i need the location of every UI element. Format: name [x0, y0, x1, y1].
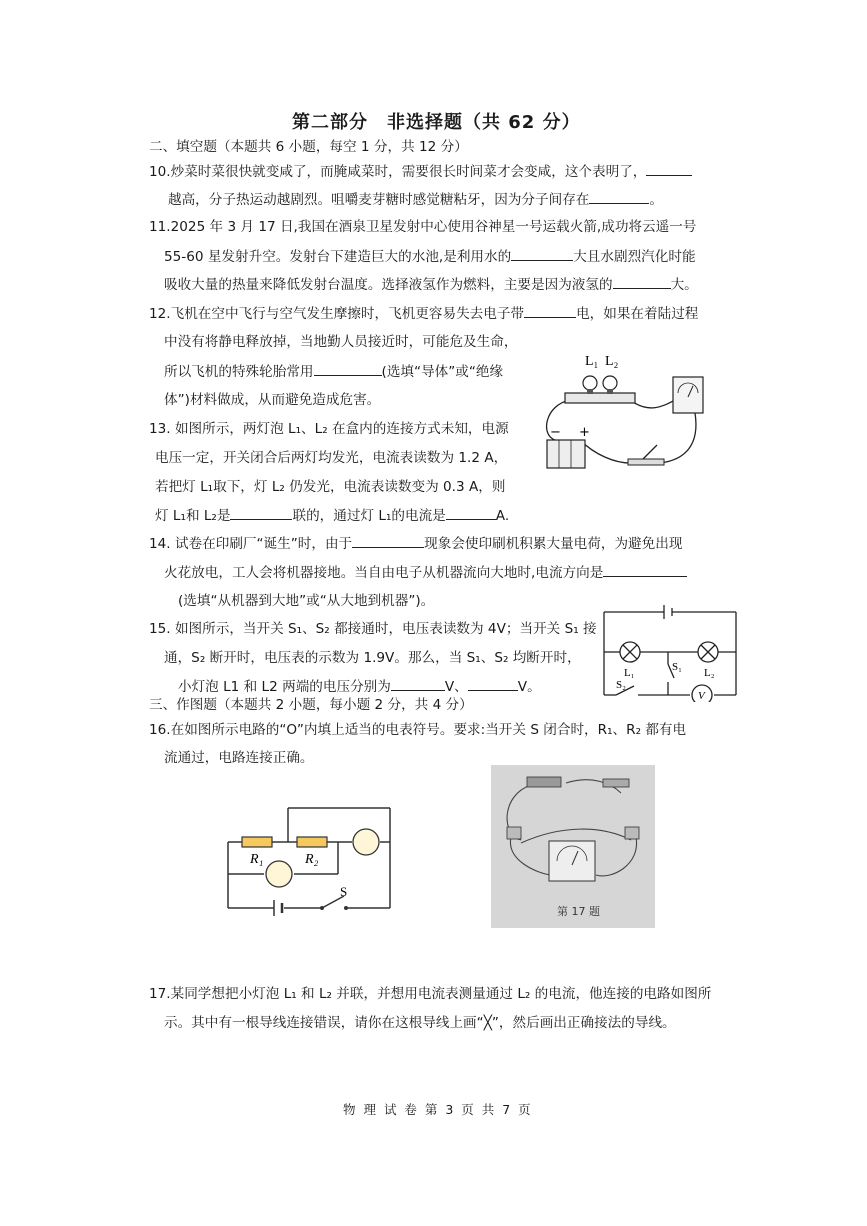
bulb-l1-icon	[583, 376, 597, 390]
answer-blank[interactable]	[511, 246, 573, 261]
question-12	[149, 303, 698, 324]
question-13-line3: 若把灯 L₁取下，灯 L₂ 仍发光，电流表读数变为 0.3 A，则	[155, 479, 506, 495]
q14-line2a: 火花放电，工人会将机器接地。当自由电子从机器流向大地时,电流方向是	[164, 565, 604, 581]
question-11: 11.2025 年 3 月 17 日,我国在酒泉卫星发射中心使用谷神星一号运载火箭,成功将云遥一号	[149, 219, 697, 235]
answer-blank[interactable]	[230, 505, 292, 520]
q10-line2b: 。	[649, 192, 663, 208]
answer-blank[interactable]	[468, 676, 518, 691]
q11-line2a: 55-60 星发射升空。发射台下建造巨大的水池,是利用水的	[164, 249, 512, 265]
battery-plus: +	[579, 425, 590, 440]
ammeter-icon	[549, 841, 595, 881]
figure-16-circuit	[222, 800, 397, 920]
page-footer: 物 理 试 卷 第 3 页 共 7 页	[343, 1102, 533, 1117]
question-14	[149, 533, 682, 554]
question-10-cont	[168, 189, 663, 210]
label-s1: S₁	[672, 661, 682, 673]
label-l1: L₁	[624, 667, 635, 679]
bulb-l1-icon	[507, 827, 521, 839]
resistor-r1-icon	[242, 837, 272, 847]
ammeter-icon	[673, 377, 703, 413]
question-14-line3: (选填“从机器到大地”或“从大地到机器”)。	[178, 593, 435, 609]
battery-icon	[547, 440, 585, 468]
answer-blank[interactable]	[603, 562, 687, 577]
question-12-line4: 体”)材料做成，从而避免造成危害。	[164, 392, 381, 408]
question-10	[149, 161, 692, 182]
answer-blank[interactable]	[524, 303, 576, 318]
question-16-line2: 流通过，电路连接正确。	[164, 750, 314, 766]
q11-line3b: 大。	[670, 277, 698, 293]
question-13: 13. 如图所示，两灯泡 L₁、L₂ 在盒内的连接方式未知，电源	[149, 421, 509, 437]
q12-line3b: (选填“导体”或“绝缘	[381, 364, 504, 380]
label-r1: R₁	[250, 852, 264, 867]
question-13-line2: 电压一定，开关闭合后两灯均发光，电流表读数为 1.2 A，	[155, 450, 508, 466]
bulb-l2-icon	[625, 827, 639, 839]
label-l2: L₂	[605, 354, 619, 369]
q15-line3c: V。	[517, 679, 541, 695]
question-11-line3	[164, 274, 698, 295]
label-l1: L₁	[585, 354, 599, 369]
question-17-line2: 示。其中有一根导线连接错误，请你在这根导线上画“╳”，然后画出正确接法的导线。	[164, 1015, 676, 1031]
answer-blank[interactable]	[446, 505, 496, 520]
figure-15-circuit	[598, 600, 743, 702]
q13-line4c: A.	[495, 508, 510, 524]
answer-blank[interactable]	[589, 189, 649, 204]
answer-blank[interactable]	[314, 361, 382, 376]
answer-blank[interactable]	[391, 676, 445, 691]
q15-line3b: V、	[444, 679, 468, 695]
figure-17-caption: 第 17 题	[557, 905, 600, 918]
q13-line4a: 灯 L₁和 L₂是	[155, 508, 231, 524]
q11-line3a: 吸收大量的热量来降低发射台温度。选择液氢作为燃料，主要是因为液氢的	[164, 277, 613, 293]
resistor-r2-icon	[297, 837, 327, 847]
q12-line1b: 电，如果在着陆过程	[576, 306, 699, 322]
q14-line1b: 现象会使印刷机积累大量电荷，为避免出现	[424, 536, 683, 552]
label-r2: R₂	[305, 852, 319, 867]
q13-line4b: 联的，通过灯 L₁的电流是	[292, 508, 446, 524]
question-15: 15. 如图所示，当开关 S₁、S₂ 都接通时，电压表读数为 4V；当开关 S₁ 接	[149, 621, 597, 637]
bulb-l2-icon	[603, 376, 617, 390]
meter-placeholder-icon[interactable]	[353, 829, 379, 855]
question-13-line4	[155, 505, 509, 526]
switch-icon	[603, 779, 629, 787]
q14-line1a: 14. 试卷在印刷厂“诞生”时，由于	[149, 536, 353, 552]
q11-line2b: 大且水剧烈汽化时能	[573, 249, 696, 265]
q10-line1: 10.炒菜时菜很快就变咸了，而腌咸菜时，需要很长时间菜才会变咸，这个表明了，	[149, 164, 647, 180]
question-12-line2: 中没有将静电释放掉，当地勤人员接近时，可能危及生命，	[164, 334, 518, 350]
q12-line3a: 所以飞机的特殊轮胎常用	[164, 364, 314, 380]
battery-minus: −	[550, 425, 561, 440]
section-heading-drawing: 三、作图题（本题共 2 小题，每小题 2 分，共 4 分）	[149, 697, 473, 713]
meter-placeholder-icon[interactable]	[266, 861, 292, 887]
q15-line3a: 小灯泡 L1 和 L2 两端的电压分别为	[178, 679, 391, 695]
question-16: 16.在如图所示电路的“O”内填上适当的电表符号。要求:当开关 S 闭合时，R₁、R₂ 都有电	[149, 722, 687, 738]
question-14-line2	[164, 562, 687, 583]
figure-13-circuit	[535, 345, 715, 475]
answer-blank[interactable]	[352, 533, 424, 548]
battery-icon	[527, 777, 561, 787]
q12-line1a: 12.飞机在空中飞行与空气发生摩擦时，飞机更容易失去电子带	[149, 306, 525, 322]
question-15-line3	[178, 676, 541, 697]
question-12-line3	[164, 361, 503, 382]
label-s: S	[340, 884, 348, 899]
switch-icon	[628, 459, 664, 465]
answer-blank[interactable]	[613, 274, 671, 289]
label-s2: S₂	[616, 679, 626, 691]
answer-blank[interactable]	[646, 161, 692, 176]
question-11-line2	[164, 246, 696, 267]
page-title: 第二部分 非选择题（共 62 分）	[292, 112, 581, 133]
question-17: 17.某同学想把小灯泡 L₁ 和 L₂ 并联，并想用电流表测量通过 L₂ 的电流，他连接的电路如图所	[149, 986, 712, 1002]
label-v: V	[698, 690, 705, 702]
figure-17-photo	[491, 765, 655, 928]
label-l2: L₂	[704, 667, 715, 679]
question-15-line2: 通，S₂ 断开时，电压表的示数为 1.9V。那么，当 S₁、S₂ 均断开时，	[164, 650, 581, 666]
section-heading-fill-in: 二、填空题（本题共 6 小题，每空 1 分，共 12 分）	[149, 139, 468, 155]
q10-line2a: 越高，分子热运动越剧烈。咀嚼麦芽糖时感觉糖粘牙，因为分子间存在	[168, 192, 590, 208]
